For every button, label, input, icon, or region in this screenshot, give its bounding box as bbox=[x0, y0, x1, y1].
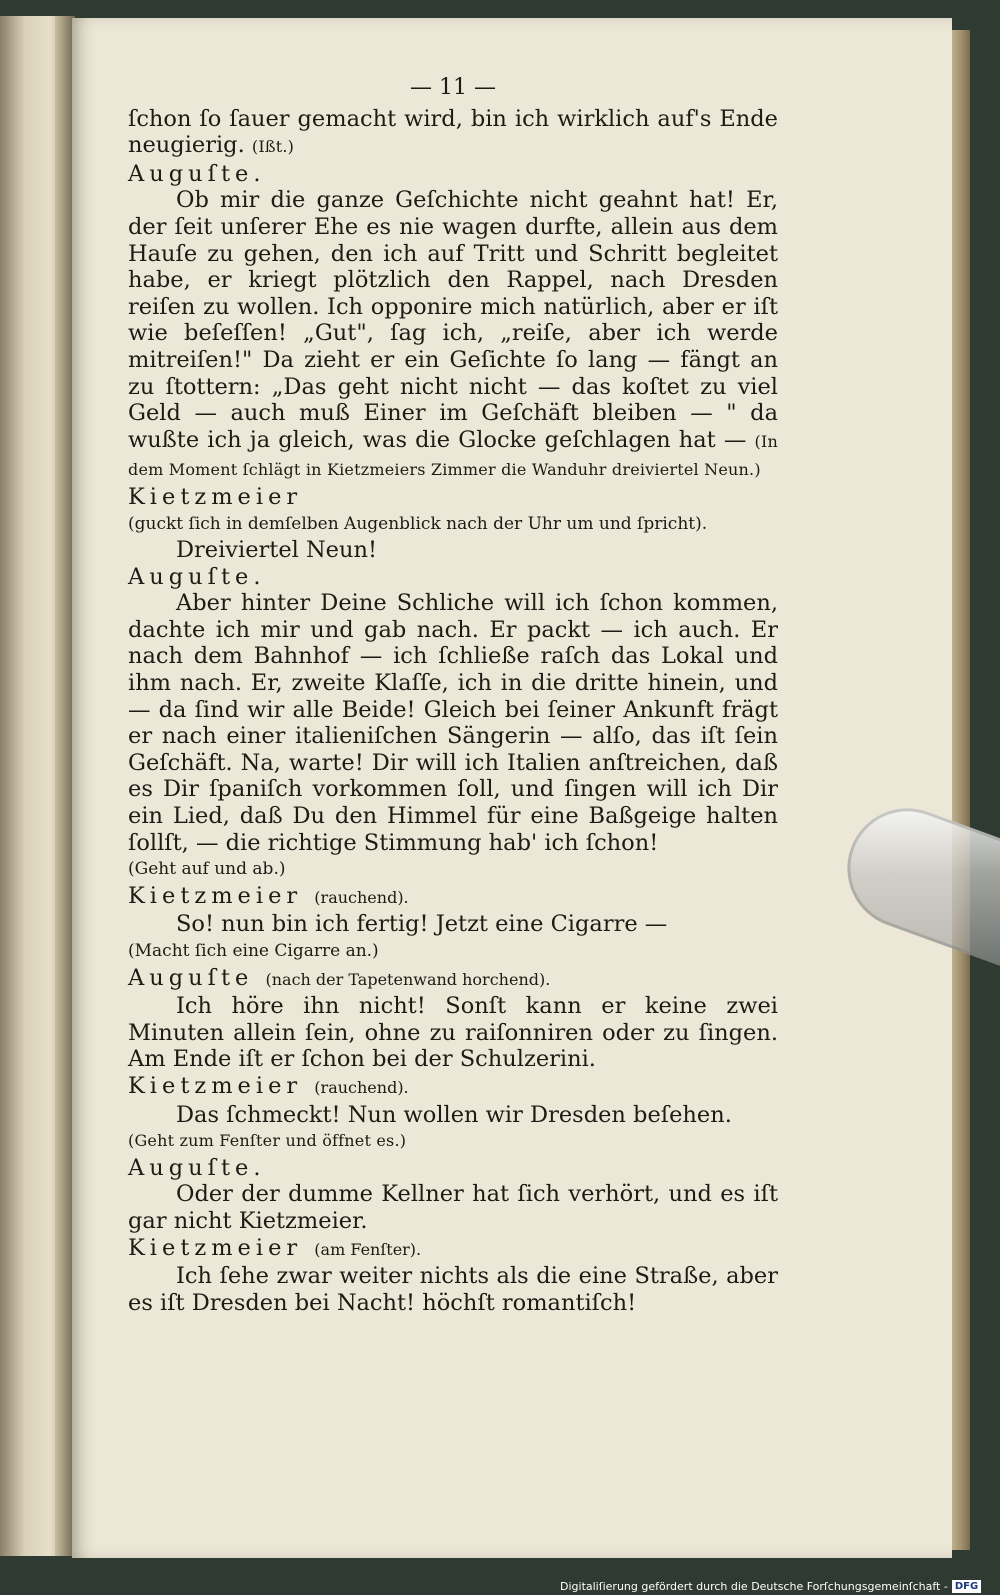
paragraph: Das ſchmeckt! Nun wollen wir Dresden beſehen. bbox=[176, 1101, 732, 1128]
stage-direction: (rauchend). bbox=[314, 887, 409, 907]
stage-direction: (Ißt.) bbox=[251, 137, 295, 157]
digitization-credit bbox=[560, 1577, 981, 1595]
paragraph: Aber hinter Deine Schliche will ich ſchon kommen, dachte ich mir und gab nach. Er packt — ich auch. Er nach dem Bahnhof — ich ſchließe raſch das Lokal und ihm nach. Er, zweite Klaſſe, ich in die dritte hinein, und — da ſind wir alle Beide! Gleich bei ſeiner Ankunft frägt er nach einer italieniſchen Sängerin — alſo, das iſt ſein Geſchäft. Na, warte! Dir will ich Italien anſtreichen, daß es Dir ſpaniſch vorkommen ſoll, und ſingen will ich Dir ein Lied, daß Du den Himmel für eine Baßgeige halten ſollſt, — die richtige Stimmung hab' ich ſchon! bbox=[128, 590, 778, 856]
paragraph: Oder der dumme Kellner hat ſich verhört, und es iſt gar nicht Kietzmeier. bbox=[128, 1181, 778, 1234]
speaker-name: Auguſte (nach der Tapetenwand horchend). bbox=[128, 964, 551, 991]
paragraph: Ich ſehe zwar weiter nichts als die eine Straße, aber es iſt Dresden bei Nacht! höchſt romantiſch! bbox=[128, 1263, 778, 1316]
paragraph: ſchon ſo ſauer gemacht wird, bin ich wirklich auf's Ende neugierig. (Ißt.) bbox=[128, 105, 778, 159]
speaker-name: Kietzmeier (rauchend). bbox=[128, 882, 409, 909]
paragraph: So! nun bin ich fertig! Jetzt eine Cigarre — bbox=[176, 911, 668, 938]
dfg-logo: DFG bbox=[952, 1580, 981, 1593]
stage-direction: (am Fenſter). bbox=[314, 1239, 422, 1259]
paragraph: Ich höre ihn nicht! Sonſt kann er keine zwei Minuten allein ſein, ohne zu raiſonniren oder zu ſingen. Am Ende iſt er ſchon bei der Schulzerini. bbox=[128, 993, 778, 1073]
speaker-name: Kietzmeier (am Fenſter). bbox=[128, 1234, 422, 1261]
stage-direction: (Geht auf und ab.) bbox=[128, 859, 286, 880]
page-text bbox=[128, 75, 778, 1316]
speaker-name: Auguſte. bbox=[128, 1154, 266, 1181]
speaker-name: Kietzmeier bbox=[128, 483, 303, 510]
credit-text: Digitaliſierung gefördert durch die Deutsche Forſchungsgemeinſchaft - bbox=[560, 1579, 948, 1593]
stage-direction: (Geht zum Fenſter und öffnet es.) bbox=[128, 1131, 407, 1151]
stage-direction: (guckt ſich in demſelben Augenblick nach der Uhr um und ſpricht). bbox=[128, 513, 708, 534]
stage-direction: (nach der Tapetenwand horchend). bbox=[265, 969, 551, 989]
paragraph: Ob mir die ganze Geſchichte nicht geahnt hat! Er, der ſeit unſerer Ehe es nie wagen durfte, allein aus dem Hauſe zu gehen, den ich auf Tritt und Schritt begleitet habe, er kriegt plötzlich den Rappel, nach Dresden reiſen zu wollen. Ich opponire mich natürlich, aber er iſt wie beſeſſen! „Gut", ſag ich, „reiſe, aber ich werde mitreiſen!" Da zieht er ein Geſichte ſo lang — fängt an zu ſtottern: „Das geht nicht nicht — das koſtet zu viel Geld — auch muß Einer im Geſchäft bleiben — " da wußte ich ja gleich, was die Glocke geſchlagen hat — (In dem Moment ſchlägt in Kietzmeiers Zimmer die Wanduhr dreiviertel Neun.) bbox=[128, 187, 778, 480]
stage-direction: (Macht ſich eine Cigarre an.) bbox=[128, 941, 379, 961]
paragraph: Dreiviertel Neun! bbox=[176, 537, 378, 564]
speaker-name: Kietzmeier (rauchend). bbox=[128, 1072, 409, 1099]
speaker-name: Auguſte. bbox=[128, 563, 266, 590]
speaker-name: Auguſte. bbox=[128, 160, 266, 187]
page-number: — 11 — bbox=[410, 75, 496, 100]
stage-direction: (rauchend). bbox=[314, 1077, 409, 1097]
stage-direction: (In dem Moment ſchlägt in Kietzmeiers Zimmer die Wanduhr dreiviertel Neun.) bbox=[128, 431, 778, 480]
